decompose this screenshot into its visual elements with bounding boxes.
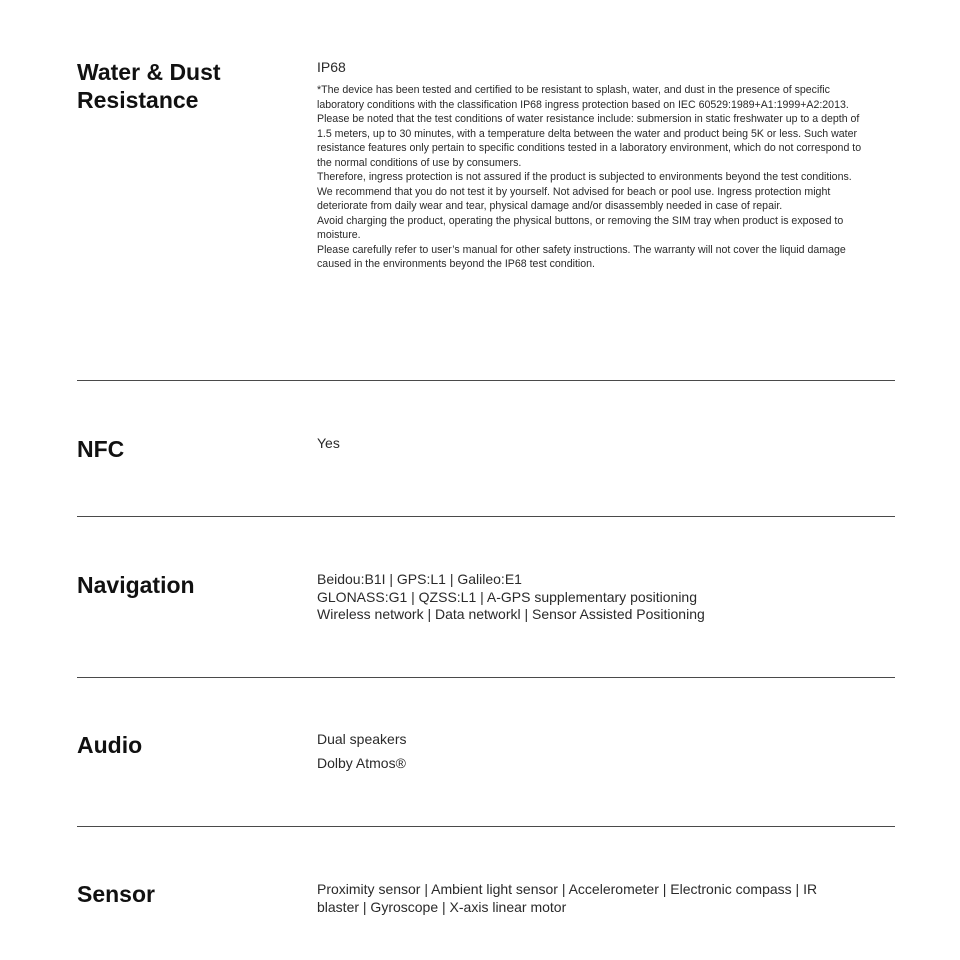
navigation-heading: Navigation — [77, 572, 195, 598]
nfc-content — [317, 435, 862, 452]
navigation-line-1: Beidou:B1I | GPS:L1 | Galileo:E1 — [317, 571, 522, 587]
navigation-line-2: GLONASS:G1 | QZSS:L1 | A-GPS supplementary positioning — [317, 588, 698, 605]
sensor-section — [77, 880, 895, 930]
sensor-value: Proximity sensor | Ambient light sensor | Accelerometer | Electronic compass | IR blaster | Gyroscope | X-axis linear motor — [317, 881, 818, 915]
navigation-section — [77, 571, 895, 631]
divider — [77, 677, 895, 678]
water-paragraph-1: *The device has been tested and certified to be resistant to splash, water, and dust in the presence of specific laboratory conditions with the classification IP68 ingress protection based on IEC 60529:1989+A1:1999+A2:2013. — [317, 84, 849, 111]
water-dust-heading: Water & Dust Resistance — [77, 59, 221, 113]
audio-line-1: Dual speakers — [317, 731, 407, 747]
sensor-content — [317, 880, 862, 916]
audio-line-2: Dolby Atmos® — [317, 755, 406, 771]
audio-content — [317, 731, 862, 779]
divider — [77, 380, 895, 381]
water-paragraph-3: Therefore, ingress protection is not assured if the product is subjected to environments beyond the test conditions. — [317, 171, 852, 183]
nfc-section — [77, 435, 895, 475]
divider — [77, 516, 895, 517]
sensor-heading: Sensor — [77, 881, 155, 907]
water-dust-content — [317, 59, 862, 272]
audio-section — [77, 731, 895, 781]
divider — [77, 826, 895, 827]
nfc-value: Yes — [317, 435, 340, 451]
water-paragraph-6: Please carefully refer to user’s manual for other safety instructions. The warranty will not cover the liquid damage caused in the environments beyond the IP68 test condition. — [317, 243, 846, 270]
water-dust-section — [77, 58, 895, 338]
water-paragraph-2: Please be noted that the test conditions of water resistance include: submersion in static freshwater up to a depth of 1.5 meters, up to 30 minutes, with a temperature delta between the water and product being 5K or less. Such water resistance features only pertain to specific conditions tested in a laboratory environment, which do not correspond to the normal conditions of use by consumers. — [317, 113, 862, 169]
ip-rating: IP68 — [317, 59, 346, 75]
audio-heading: Audio — [77, 732, 143, 758]
water-paragraph-5: Avoid charging the product, operating the physical buttons, or removing the SIM tray when product is exposed to moisture. — [317, 214, 844, 241]
navigation-line-3: Wireless network | Data networkl | Sensor Assisted Positioning — [317, 606, 705, 622]
navigation-content — [317, 571, 862, 624]
nfc-heading: NFC — [77, 436, 125, 462]
water-paragraph-4: We recommend that you do not test it by yourself. Not advised for beach or pool use. Ingress protection might deteriorate from daily wear and tear, physical damage and/or disassembly needed in case of repair. — [317, 185, 831, 212]
